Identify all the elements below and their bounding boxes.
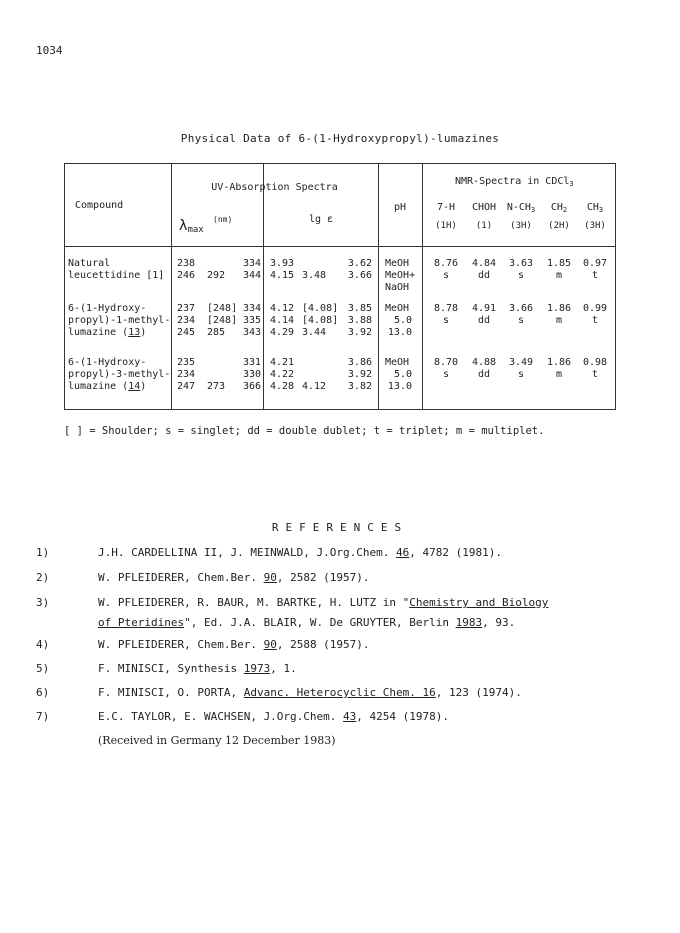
reference-item: 5) F. MINISCI, Synthesis 1973, 1.	[36, 662, 297, 675]
compound-name: leucettidine [1]	[68, 270, 165, 281]
lambda-value: 344	[243, 270, 262, 281]
uv-header: UV-Absorption Spectra	[211, 182, 338, 193]
ph-value: MeOH+	[385, 270, 416, 281]
ph-value: 13.0	[387, 327, 412, 338]
ph-value: NaOH	[385, 282, 410, 293]
table-column-rule	[171, 164, 172, 409]
nmr-column-label: $CH_3$	[586, 202, 604, 214]
table-footnote: [ ] = Shoulder; s = singlet; dd = double dublet; t = triplet; m = multiplet.	[64, 425, 545, 437]
nmr-shift-value: 3.63	[508, 258, 534, 269]
nmr-multiplicity: s	[517, 315, 525, 326]
nmr-multiplicity: dd	[477, 270, 491, 281]
lg-epsilon-value: 4.21	[270, 357, 295, 368]
lg-epsilon-value: 4.22	[270, 369, 295, 380]
nmr-shift-value: 1.86	[546, 303, 572, 314]
lambda-value: 235	[177, 357, 196, 368]
lg-epsilon-value: [4.08]	[302, 315, 339, 326]
lambda-value: 366	[243, 381, 262, 392]
ph-value: 13.0	[387, 381, 412, 392]
ph-header: pH	[393, 202, 407, 213]
references-heading: REFERENCES	[271, 521, 409, 534]
nm-unit: (nm)	[213, 215, 233, 224]
nmr-multiplicity: dd	[477, 315, 491, 326]
lambda-value: 292	[207, 270, 226, 281]
page-number: 1034	[36, 44, 63, 57]
nmr-shift-value: 4.88	[471, 357, 497, 368]
lambda-value: 234	[177, 369, 196, 380]
reference-continuation: of Pteridines", Ed. J.A. BLAIR, W. De GRUYTER, Berlin 1983, 93.	[98, 616, 516, 629]
reference-item: 7) E.C. TAYLOR, E. WACHSEN, J.Org.Chem. 43, 4254 (1978).	[36, 710, 450, 723]
nmr-shift-value: 8.70	[433, 357, 459, 368]
lg-epsilon-value: 4.15	[270, 270, 295, 281]
lambda-value: 285	[207, 327, 226, 338]
physical-data-table	[64, 163, 616, 410]
nmr-column-unit: (3H)	[510, 221, 532, 231]
lambda-value: 246	[177, 270, 196, 281]
nmr-shift-value: 0.98	[582, 357, 608, 368]
reference-item: 3) W. PFLEIDERER, R. BAUR, M. BARTKE, H. LUTZ in "Chemistry and Biology	[36, 596, 549, 609]
lg-epsilon-value: [4.08]	[302, 303, 339, 314]
reference-item: 1) J.H. CARDELLINA II, J. MEINWALD, J.Org.Chem. 46, 4782 (1981).	[36, 546, 502, 559]
lambda-value: [248]	[207, 315, 238, 326]
nmr-column-label: $CH_2$	[550, 202, 568, 214]
nmr-shift-value: 4.84	[471, 258, 497, 269]
lambda-value: 237	[177, 303, 196, 314]
table-title: Physical Data of 6-(1-Hydroxypropyl)-lumazines	[180, 132, 500, 145]
nmr-shift-value: 4.91	[471, 303, 497, 314]
lg-epsilon-value: 3.86	[347, 357, 372, 368]
compound-name: 6-(1-Hydroxy-	[68, 357, 147, 368]
lg-epsilon-header: lg ε	[309, 214, 334, 225]
compound-name: propyl)-1-methyl-	[68, 315, 171, 326]
ph-value: 5.0	[393, 369, 412, 380]
lambda-value: 245	[177, 327, 196, 338]
nmr-column-unit: (1)	[475, 221, 493, 231]
nmr-column-unit: (3H)	[584, 221, 606, 231]
lambda-value: 331	[243, 357, 262, 368]
lg-epsilon-value: 3.48	[302, 270, 327, 281]
lambda-max-header: $\lambda_{max}$	[179, 218, 204, 235]
lg-epsilon-value: 3.92	[347, 369, 372, 380]
compound-name: lumazine (13)	[68, 327, 147, 338]
nmr-multiplicity: s	[442, 315, 450, 326]
nmr-multiplicity: m	[555, 270, 563, 281]
nmr-shift-value: 0.99	[582, 303, 608, 314]
nmr-multiplicity: m	[555, 315, 563, 326]
lg-epsilon-value: 3.85	[347, 303, 372, 314]
compound-name: lumazine (14)	[68, 381, 147, 392]
nmr-multiplicity: s	[517, 369, 525, 380]
lg-epsilon-value: 3.88	[347, 315, 372, 326]
ph-value: 5.0	[393, 315, 412, 326]
nmr-multiplicity: s	[517, 270, 525, 281]
nmr-column-unit: (1H)	[435, 221, 457, 231]
nmr-shift-value: 1.86	[546, 357, 572, 368]
reference-item: 2) W. PFLEIDERER, Chem.Ber. 90, 2582 (1957).	[36, 571, 370, 584]
compound-name: Natural	[68, 258, 111, 269]
lg-epsilon-value: 3.93	[270, 258, 295, 269]
nmr-shift-value: 8.76	[433, 258, 459, 269]
nmr-multiplicity: t	[591, 315, 599, 326]
table-header-rule	[65, 246, 615, 247]
table-column-rule	[263, 164, 264, 409]
nmr-header: NMR-Spectra in CDCl$_3$	[455, 176, 574, 188]
nmr-shift-value: 1.85	[546, 258, 572, 269]
lg-epsilon-value: 4.14	[270, 315, 295, 326]
ph-value: MeOH	[385, 303, 410, 314]
table-column-rule	[422, 164, 423, 409]
lg-epsilon-value: 3.62	[347, 258, 372, 269]
nmr-shift-value: 3.49	[508, 357, 534, 368]
lg-epsilon-value: 4.29	[270, 327, 295, 338]
nmr-column-unit: (2H)	[548, 221, 570, 231]
compound-name: 6-(1-Hydroxy-	[68, 303, 147, 314]
lambda-value: 247	[177, 381, 196, 392]
lambda-value: 334	[243, 303, 262, 314]
compound-name: propyl)-3-methyl-	[68, 369, 171, 380]
nmr-multiplicity: t	[591, 270, 599, 281]
reference-item: 6) F. MINISCI, O. PORTA, Advanc. Heterocyclic Chem. 16, 123 (1974).	[36, 686, 522, 699]
nmr-column-label: CHOH	[471, 202, 497, 213]
ph-value: MeOH	[385, 258, 410, 269]
nmr-column-label: 7-H	[436, 202, 456, 213]
reference-item: 4) W. PFLEIDERER, Chem.Ber. 90, 2588 (1957).	[36, 638, 370, 651]
lg-epsilon-value: 4.12	[302, 381, 327, 392]
lg-epsilon-value: 3.44	[302, 327, 327, 338]
lambda-value: [248]	[207, 303, 238, 314]
lambda-value: 343	[243, 327, 262, 338]
received-date: (Received in Germany 12 December 1983)	[98, 734, 336, 747]
nmr-multiplicity: m	[555, 369, 563, 380]
compound-header: Compound	[75, 200, 124, 211]
lambda-value: 273	[207, 381, 226, 392]
lambda-value: 334	[243, 258, 262, 269]
nmr-shift-value: 3.66	[508, 303, 534, 314]
lg-epsilon-value: 4.12	[270, 303, 295, 314]
nmr-column-label: $N-CH_3$	[506, 202, 536, 214]
lg-epsilon-value: 3.66	[347, 270, 372, 281]
lg-epsilon-value: 4.28	[270, 381, 295, 392]
lambda-value: 335	[243, 315, 262, 326]
nmr-multiplicity: s	[442, 270, 450, 281]
lambda-value: 238	[177, 258, 196, 269]
nmr-multiplicity: dd	[477, 369, 491, 380]
nmr-multiplicity: s	[442, 369, 450, 380]
ph-value: MeOH	[385, 357, 410, 368]
nmr-shift-value: 8.78	[433, 303, 459, 314]
nmr-multiplicity: t	[591, 369, 599, 380]
lambda-value: 330	[243, 369, 262, 380]
nmr-shift-value: 0.97	[582, 258, 608, 269]
lg-epsilon-value: 3.82	[347, 381, 372, 392]
lg-epsilon-value: 3.92	[347, 327, 372, 338]
lambda-value: 234	[177, 315, 196, 326]
